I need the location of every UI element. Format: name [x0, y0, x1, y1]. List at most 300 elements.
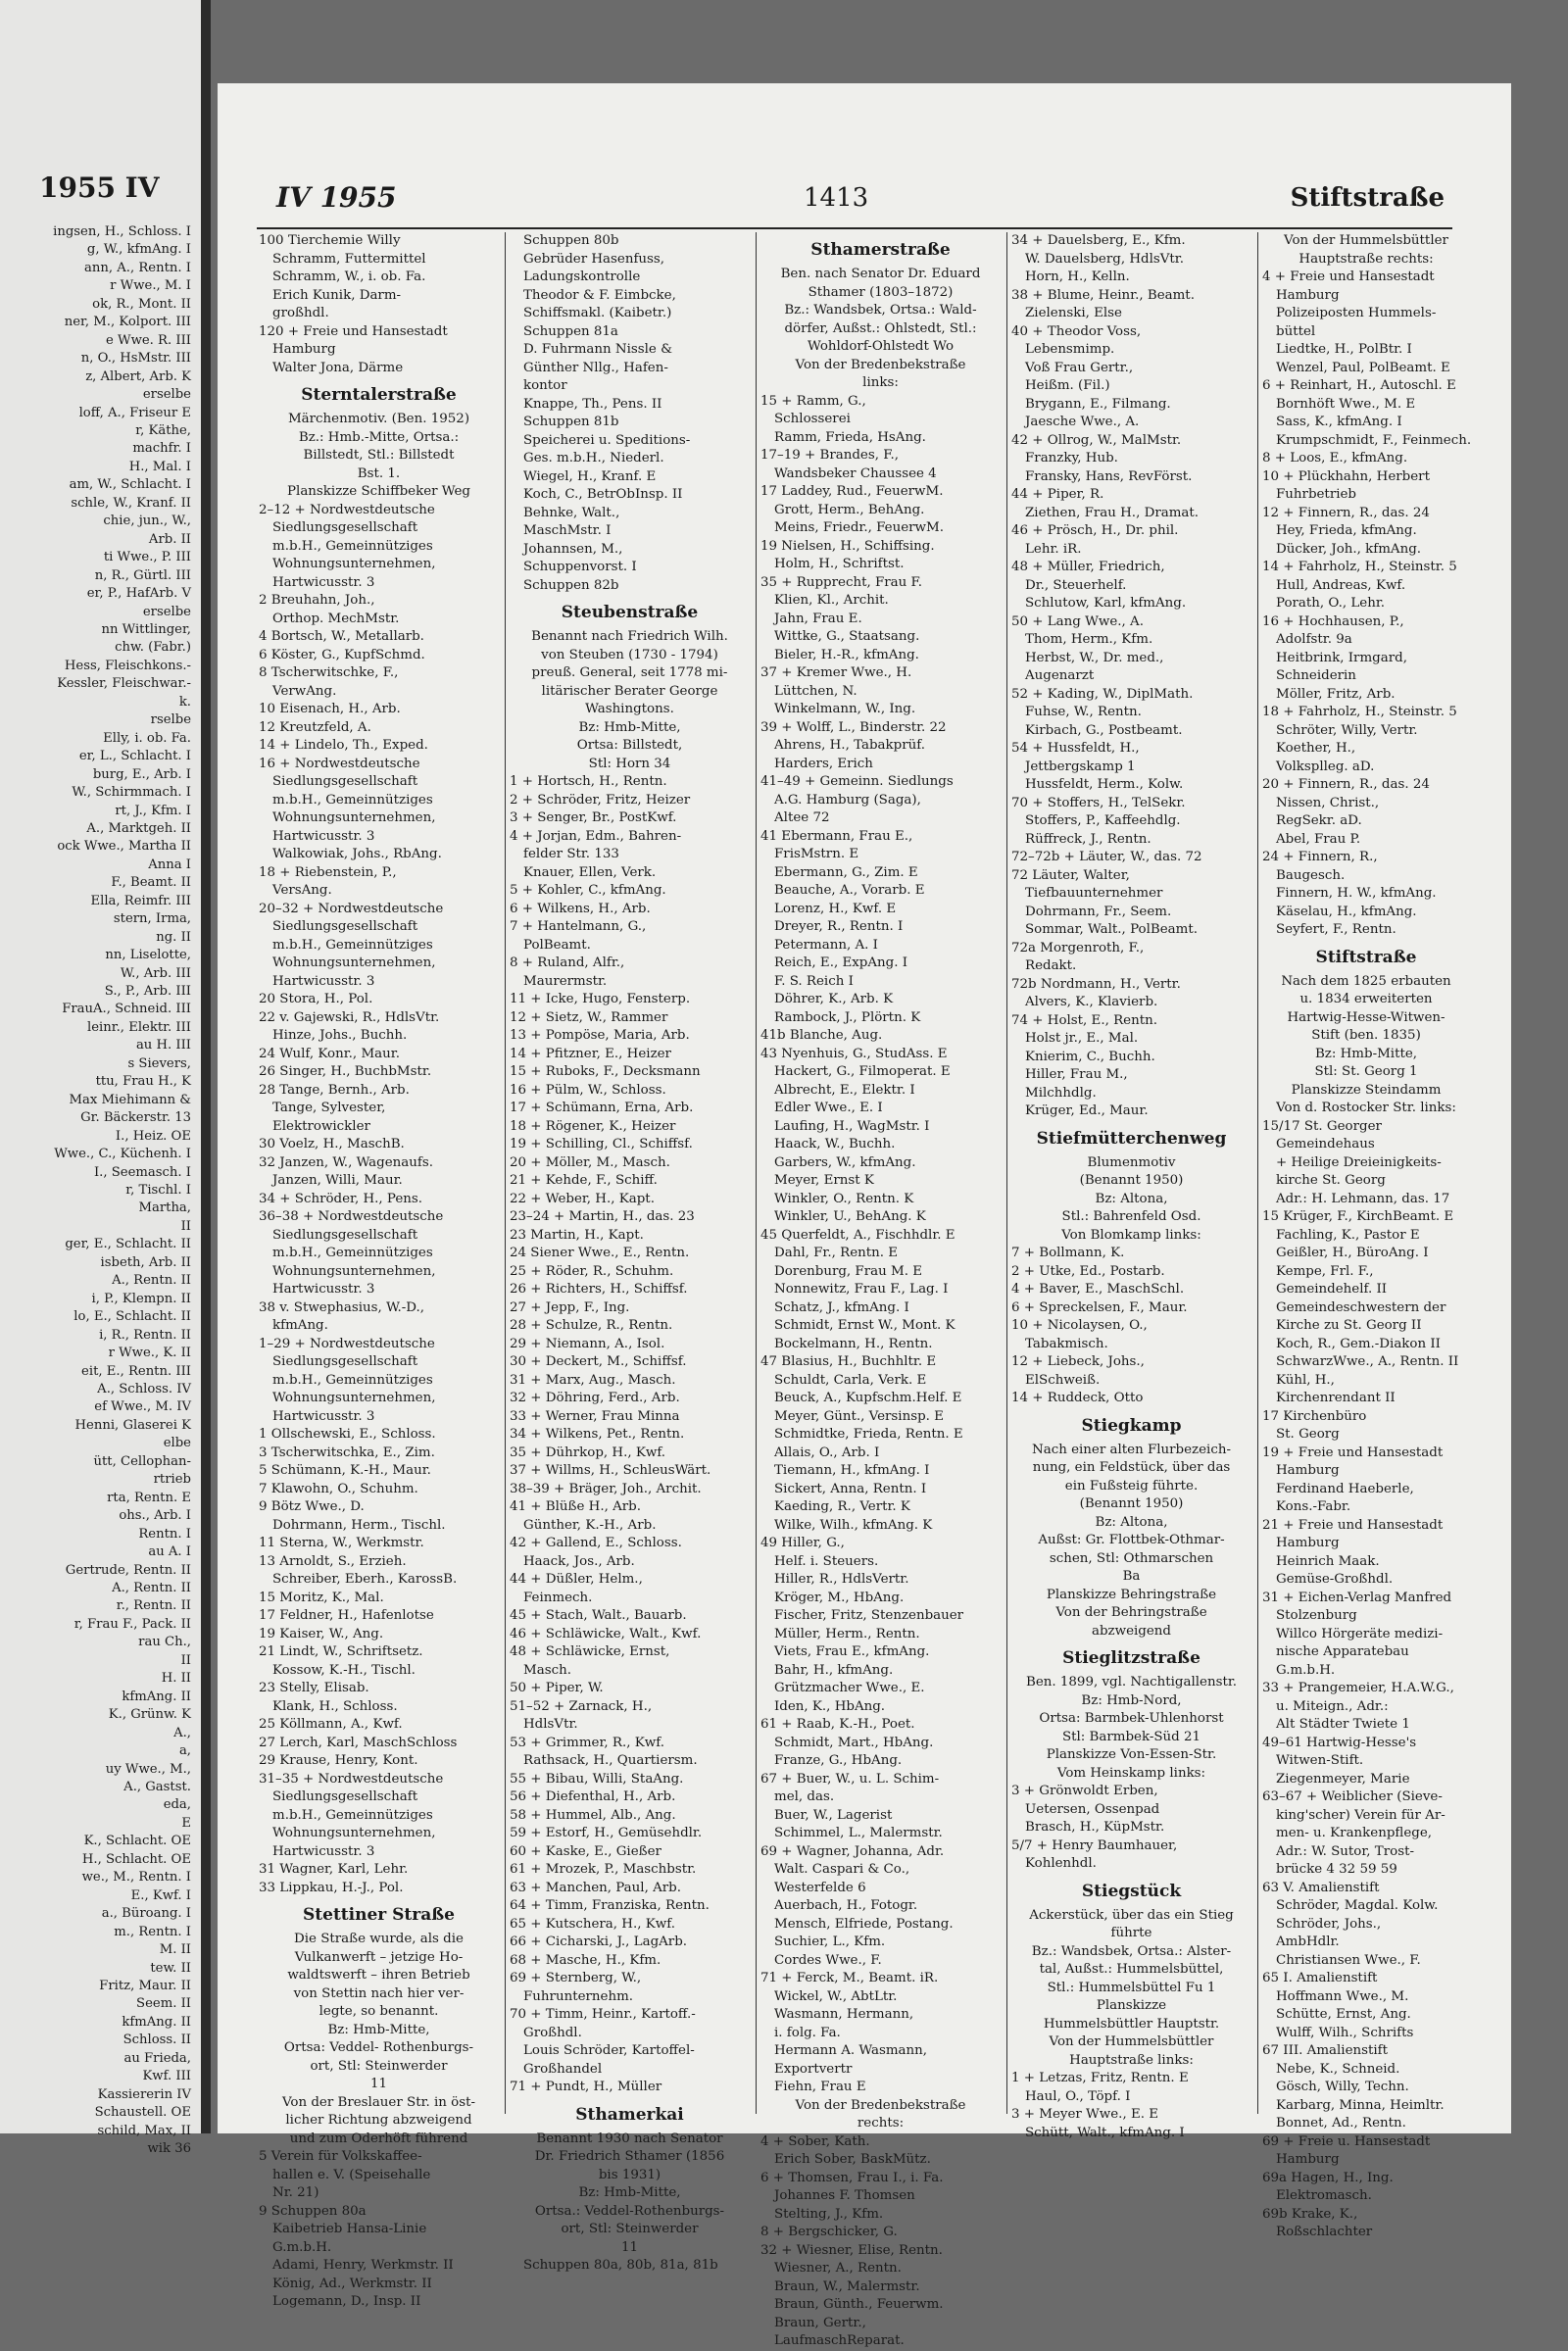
directory-entry: Nr. 21): [272, 2185, 319, 2200]
left-page-line: schle, W., Kranf. II: [71, 495, 191, 511]
left-page-line: Anna I: [148, 857, 191, 872]
directory-entry: 41 Ebermann, Frau E.,: [760, 828, 913, 844]
directory-entry: 20 + Finnern, R., das. 24: [1262, 777, 1430, 792]
directory-entry: ElSchweiß.: [1025, 1372, 1101, 1388]
left-page-line: kfmAng. II: [122, 1689, 191, 1704]
left-page-line: elbe: [163, 1436, 191, 1451]
directory-entry: 63 + Manchen, Paul, Arb.: [510, 1880, 681, 1895]
directory-entry: Suchier, L., Kfm.: [774, 1935, 886, 1949]
directory-entry: 51–52 + Zarnack, H.,: [510, 1698, 653, 1714]
street-description: schen, Stl: Othmarschen: [1049, 1550, 1214, 1566]
left-page-line: Seem. II: [136, 1996, 191, 2012]
street-description: Hartwig-Hesse-Witwen-: [1287, 1009, 1446, 1025]
directory-entry: Siedlungsgesellschaft: [272, 919, 418, 934]
directory-entry: Tiemann, H., kfmAng. I: [774, 1463, 930, 1478]
directory-entry: Theodor & F. Eimbcke,: [523, 287, 676, 303]
directory-entry: Gemeindehaus: [1276, 1137, 1375, 1151]
directory-entry: Hamburg: [1276, 2152, 1340, 2167]
left-page-line: we., M., Rentn. I: [81, 1870, 191, 1886]
directory-entry: Schütte, Ernst, Ang.: [1276, 2007, 1411, 2022]
directory-entry: Grützmacher Wwe., E.: [774, 1681, 925, 1695]
directory-entry: Garbers, W., kfmAng.: [774, 1154, 916, 1170]
directory-entry: Wohnungsunternehmen,: [272, 1263, 436, 1279]
street-description: Die Straße wurde, als die: [294, 1932, 464, 1946]
directory-entry: 38 v. Stwephasius, W.-D.,: [259, 1299, 425, 1315]
book-spine-shadow: [201, 0, 211, 2133]
left-running-head: 1955 IV: [39, 171, 160, 204]
directory-entry: Augenarzt: [1025, 668, 1095, 683]
street-description: Hauptstraße rechts:: [1298, 251, 1434, 267]
directory-entry: 72b Nordmann, H., Vertr.: [1011, 976, 1181, 992]
street-description: links:: [862, 375, 899, 390]
left-page-line: ti Wwe., P. III: [103, 550, 191, 565]
directory-entry: Ges. m.b.H., Niederl.: [523, 451, 664, 465]
street-description: 11: [369, 2077, 388, 2091]
directory-entry: Siedlungsgesellschaft: [272, 1354, 418, 1369]
street-heading: Sterntalerstraße: [301, 385, 457, 405]
directory-entry: Thom, Herm., Kfm.: [1025, 632, 1153, 647]
directory-entry: Volksplleg. aD.: [1276, 759, 1375, 774]
directory-entry: 54 + Hussfeldt, H.,: [1011, 741, 1140, 756]
directory-entry: Logemann, D., Insp. II: [272, 2294, 421, 2309]
directory-entry: Wandsbeker Chaussee 4: [774, 465, 937, 481]
street-description: bis 1931): [598, 2167, 662, 2182]
directory-entry: 2 + Utke, Ed., Postarb.: [1011, 1263, 1165, 1279]
directory-entry: Hermann A. Wasmann,: [774, 2043, 928, 2058]
directory-entry: 61 + Raab, K.-H., Poet.: [760, 1717, 915, 1732]
street-description: Von der Bredenbekstraße: [795, 357, 966, 372]
directory-entry: 29 Krause, Henry, Kont.: [259, 1753, 418, 1768]
directory-entry: Koch, C., BetrObInsp. II: [523, 487, 683, 502]
directory-entry: Möller, Fritz, Arb.: [1276, 686, 1396, 702]
directory-entry: Hiller, Frau M.,: [1025, 1067, 1128, 1082]
directory-entry: Knierim, C., Buchh.: [1025, 1049, 1155, 1064]
directory-entry: Dohrmann, Herm., Tischl.: [272, 1517, 446, 1533]
directory-entry: 28 + Schulze, R., Rentn.: [510, 1318, 673, 1333]
directory-entry: Uetersen, Ossenpad: [1025, 1801, 1160, 1817]
left-page-line: A., Marktgeh. II: [86, 820, 191, 836]
directory-entry: Mensch, Elfriede, Postang.: [774, 1916, 954, 1932]
directory-entry: Hoffmann Wwe., M.: [1276, 1988, 1409, 2004]
directory-entry: 100 Tierchemie Willy: [259, 233, 401, 248]
directory-entry: 7 + Hantelmann, G.,: [510, 919, 647, 934]
directory-entry: Braun, W., Malermstr.: [774, 2278, 920, 2294]
directory-entry: Finnern, H. W., kfmAng.: [1276, 886, 1437, 901]
left-page-line: E: [181, 1815, 191, 1831]
running-head-left: IV 1955: [276, 181, 397, 214]
street-description: Von Blomkamp links:: [1061, 1227, 1201, 1243]
directory-entry: 6 + Wilkens, H., Arb.: [510, 901, 651, 916]
street-description: Bz: Hmb-Mitte,: [578, 719, 681, 735]
directory-entry: Schramm, Futtermittel: [272, 251, 426, 267]
directory-entry: 1 + Letzas, Fritz, Rentn. E: [1011, 2071, 1189, 2085]
directory-entry: Schmidt, Ernst W., Mont. K: [774, 1318, 956, 1333]
directory-entry: brücke 4 32 59 59: [1276, 1862, 1397, 1877]
left-page-line: Kwf. III: [142, 2069, 191, 2084]
street-description: von Stettin nach hier ver-: [293, 1985, 465, 2001]
left-page-fragment: [0, 0, 211, 2157]
directory-entry: Fiehn, Frau E: [774, 2080, 866, 2094]
directory-entry: Auerbach, H., Fotogr.: [774, 1898, 918, 1913]
directory-entry: Stelting, J., Kfm.: [774, 2206, 884, 2222]
left-page-line: ütt, Cellophan-: [93, 1453, 191, 1469]
left-page-line: erselbe: [142, 604, 191, 619]
left-page-line: isbeth, Arb. II: [100, 1254, 191, 1270]
left-page-line: A.,: [173, 1725, 191, 1740]
directory-entry: Elektrowickler: [272, 1118, 370, 1134]
directory-entry: Schuppen 80a, 80b, 81a, 81b: [523, 2258, 718, 2273]
directory-entry: Krumpschmidt, F., Feinmech.: [1276, 432, 1472, 448]
left-page-line: nn Wittlinger,: [101, 621, 191, 637]
directory-entry: Kirchenrendant II: [1276, 1391, 1396, 1405]
left-page-line: chw. (Fabr.): [115, 640, 191, 656]
directory-entry: 56 + Diefenthal, H., Arb.: [510, 1789, 676, 1804]
street-heading: Steubenstraße: [561, 603, 699, 622]
directory-entry: 35 + Rupprecht, Frau F.: [760, 574, 922, 590]
directory-entry: 9 Schuppen 80a: [259, 2203, 367, 2219]
directory-entry: 50 + Piper, W.: [510, 1681, 604, 1695]
directory-entry: Kaibetrieb Hansa-Linie: [272, 2222, 427, 2236]
street-description: Außst: Gr. Flottbek-Othmar-: [1038, 1533, 1225, 1547]
directory-entry: Siedlungsgesellschaft: [272, 520, 418, 535]
street-heading: Sthamerkai: [575, 2104, 684, 2125]
street-description: Ben. nach Senator Dr. Eduard: [780, 267, 981, 281]
left-page-line: rselbe: [150, 712, 191, 728]
directory-entry: Baugesch.: [1276, 867, 1346, 883]
left-page-line: au A. I: [148, 1544, 191, 1560]
left-page-line: A., Rentn. II: [112, 1580, 191, 1595]
left-page-line: H., Mal. I: [128, 459, 191, 474]
left-page-line: ger, E., Schlacht. II: [65, 1237, 191, 1252]
directory-entry: Adr.: H. Lehmann, das. 17: [1276, 1191, 1450, 1206]
directory-entry: Maurermstr.: [523, 973, 608, 989]
directory-entry: Sass, K., kfmAng. I: [1276, 415, 1402, 429]
directory-entry: Speicherei u. Speditions-: [523, 432, 691, 448]
directory-entry: 69 + Wagner, Johanna, Adr.: [760, 1843, 945, 1859]
directory-entry: 63–67 + Weiblicher (Sieve-: [1262, 1789, 1443, 1804]
directory-entry: 59 + Estorf, H., Gemüsehdlr.: [510, 1826, 703, 1840]
directory-entry: Redakt.: [1025, 958, 1077, 973]
directory-entry: Schlosserei: [774, 412, 851, 426]
directory-entry: AmbHdlr.: [1276, 1935, 1340, 1949]
street-description: Planskizze Schiffbeker Weg: [287, 484, 470, 499]
directory-entry: Elektromasch.: [1276, 2188, 1372, 2203]
directory-entry: Wulff, Wilh., Schrifts: [1276, 2025, 1414, 2040]
left-page-line: Arb. II: [148, 531, 191, 547]
directory-entry: 16 + Nordwestdeutsche: [259, 756, 420, 771]
left-page-line: E., Kwf. I: [130, 1887, 191, 1903]
left-page-line: K., Grünw. K: [108, 1707, 191, 1723]
street-description: ein Fußsteig führte.: [1064, 1478, 1199, 1494]
directory-entry: Viets, Frau E., kfmAng.: [774, 1644, 930, 1659]
directory-entry: Reich, E., ExpAng. I: [774, 955, 908, 970]
directory-entry: Hartwicusstr. 3: [272, 574, 375, 590]
directory-entry: 6 + Reinhart, H., Autoschl. E: [1262, 378, 1456, 393]
directory-entry: Ferdinand Haeberle,: [1276, 1481, 1414, 1496]
directory-entry: 67 + Buer, W., u. L. Schim-: [760, 1771, 940, 1787]
directory-entry: Laufing, H., WagMstr. I: [774, 1118, 930, 1134]
directory-entry: 66 + Cicharski, J., LagArb.: [510, 1935, 688, 1949]
left-page-line: lo, E., Schlacht. II: [74, 1309, 191, 1325]
column-4: [1011, 232, 1251, 2140]
street-description: u. 1834 erweiterten: [1299, 992, 1433, 1006]
left-page-line: I., Heiz. OE: [115, 1128, 191, 1144]
street-description: waldtswerft – ihren Betrieb: [287, 1968, 470, 1983]
directory-entry: Tange, Sylvester,: [272, 1101, 386, 1115]
directory-entry: Brasch, H., KüpMstr.: [1025, 1820, 1165, 1835]
street-description: Wohldorf-Ohlstedt Wo: [807, 339, 955, 354]
left-page-line: tew. II: [150, 1960, 191, 1976]
left-page-line: S., P., Arb. III: [104, 984, 191, 1000]
left-page-line: r., Rentn. II: [116, 1598, 191, 1614]
directory-entry: Dr., Steuerhelf.: [1025, 577, 1127, 593]
directory-entry: Wickel, W., AbtLtr.: [774, 1988, 898, 2004]
left-page-line: Kessler, Fleischwar.-: [57, 676, 191, 692]
directory-entry: Wittke, G., Staatsang.: [774, 629, 920, 644]
directory-entry: Heißm. (Fil.): [1025, 378, 1110, 393]
left-page-line: er, L., Schlacht. I: [78, 749, 191, 764]
street-description: Bz: Altona,: [1095, 1191, 1168, 1206]
directory-entry: m.b.H., Gemeinnütziges: [272, 1807, 433, 1823]
directory-entry: 55 + Bibau, Willi, StaAng.: [510, 1771, 684, 1787]
directory-entry: Schuppen 80b: [523, 233, 619, 248]
directory-entry: 68 + Masche, H., Kfm.: [510, 1952, 662, 1968]
directory-entry: 41 + Blüße H., Arb.: [510, 1499, 641, 1514]
directory-entry: Döhrer, K., Arb. K: [774, 992, 894, 1006]
directory-entry: Schiffsmakl. (Kaibetr.): [523, 306, 672, 320]
directory-entry: 12 + Liebeck, Johs.,: [1011, 1354, 1145, 1369]
directory-entry: 34 + Wilkens, Pet., Rentn.: [510, 1427, 685, 1442]
column-5: [1262, 232, 1472, 2239]
street-heading: Stettiner Straße: [303, 1905, 455, 1925]
left-page-line: a., Büroang. I: [101, 1906, 191, 1922]
directory-entry: king'scher) Verein für Ar-: [1276, 1807, 1446, 1823]
street-description: (Benannt 1950): [1079, 1173, 1184, 1188]
directory-entry: Wiesner, A., Rentn.: [774, 2261, 902, 2276]
directory-entry: 32 + Wiesner, Elise, Rentn.: [760, 2242, 943, 2258]
directory-entry: Schmidt, Mart., HbAng.: [774, 1735, 934, 1750]
directory-entry: König, Ad., Werkmstr. II: [272, 2276, 432, 2291]
directory-entry: Wohnungsunternehmen,: [272, 1826, 436, 1840]
street-description: Stl: Barmbek-Süd 21: [1061, 1729, 1201, 1744]
directory-entry: 34 + Dauelsberg, E., Kfm.: [1011, 233, 1186, 248]
directory-entry: 71 + Pundt, H., Müller: [510, 2080, 662, 2094]
directory-entry: 5/7 + Henry Baumhauer,: [1011, 1837, 1178, 1853]
directory-entry: 33 + Prangemeier, H.A.W.G.,: [1262, 1681, 1454, 1695]
directory-entry: 4 + Freie und Hansestadt: [1262, 269, 1435, 284]
directory-entry: m.b.H., Gemeinnütziges: [272, 538, 433, 554]
directory-entry: Schneiderin: [1276, 668, 1356, 683]
left-page-line: r Wwe., M. I: [110, 278, 191, 294]
directory-entry: Schuldt, Carla, Verk. E: [774, 1372, 927, 1388]
directory-entry: Dreyer, R., Rentn. I: [774, 919, 904, 934]
street-description: Stl.: Bahrenfeld Osd.: [1061, 1209, 1201, 1224]
directory-entry: Knappe, Th., Pens. II: [523, 396, 662, 412]
left-page-line: z, Albert, Arb. K: [85, 368, 191, 384]
directory-entry: Erich Kunik, Darm-: [272, 287, 402, 303]
directory-entry: 16 + Hochhausen, P.,: [1262, 613, 1404, 629]
directory-entry: Petermann, A. I: [774, 937, 878, 953]
left-page-line: Fritz, Maur. II: [99, 1978, 191, 1993]
directory-entry: Gemeindeschwestern der: [1276, 1299, 1446, 1315]
directory-entry: Großhandel: [523, 2061, 603, 2077]
directory-entry: Schuppen 81a: [523, 323, 618, 339]
street-description: 11: [620, 2239, 639, 2255]
directory-entry: Voß Frau Gertr.,: [1025, 360, 1134, 375]
directory-entry: Willco Hörgeräte medizi-: [1276, 1626, 1444, 1641]
directory-entry: 26 + Richters, H., Schiffsf.: [510, 1282, 688, 1297]
directory-entry: Jettbergskamp 1: [1025, 759, 1136, 774]
left-page-line: Schloss. II: [122, 2033, 191, 2048]
directory-entry: Nebe, K., Schneid.: [1276, 2061, 1400, 2077]
directory-entry: Haul, O., Töpf. I: [1025, 2088, 1131, 2104]
directory-entry: Tiefbauunternehmer: [1025, 886, 1163, 901]
directory-entry: Orthop. MechMstr.: [272, 611, 400, 626]
directory-entry: Feinmech.: [523, 1590, 593, 1605]
directory-entry: 18 + Fahrholz, H., Steinstr. 5: [1262, 705, 1457, 719]
left-page-line: Rentn. I: [138, 1526, 191, 1542]
directory-entry: 6 + Spreckelsen, F., Maur.: [1011, 1299, 1188, 1315]
directory-entry: 15 Moritz, K., Mal.: [259, 1590, 384, 1605]
directory-entry: W. Dauelsberg, HdlsVtr.: [1025, 251, 1184, 267]
directory-entry: Janzen, Willi, Maur.: [272, 1173, 403, 1188]
directory-entry: kirche St. Georg: [1276, 1173, 1386, 1188]
directory-entry: Exportvertr: [774, 2061, 853, 2077]
left-page-line: ef Wwe., M. IV: [94, 1399, 191, 1415]
directory-entry: 38–39 + Bräger, Joh., Archit.: [510, 1481, 702, 1496]
directory-entry: SchwarzWwe., A., Rentn. II: [1276, 1354, 1459, 1369]
header-rule: [257, 227, 1452, 229]
directory-entry: Fischer, Fritz, Stenzenbauer: [774, 1608, 964, 1623]
directory-entry: 44 + Düßler, Helm.,: [510, 1572, 643, 1587]
directory-entry: G.m.b.H.: [1276, 1662, 1336, 1678]
directory-entry: 14 + Fahrholz, H., Steinstr. 5: [1262, 560, 1457, 574]
directory-entry: großhdl.: [272, 306, 329, 320]
column-divider: [1006, 232, 1007, 2114]
left-page-line: m., Rentn. I: [114, 1924, 191, 1939]
left-page-line: rtrieb: [153, 1472, 191, 1488]
left-page-line: machfr. I: [132, 441, 191, 457]
directory-entry: Sickert, Anna, Rentn. I: [774, 1481, 927, 1496]
directory-entry: Ebermann, G., Zim. E: [774, 864, 918, 880]
directory-entry: Hamburg: [1276, 1463, 1340, 1478]
directory-entry: Lüttchen, N.: [774, 683, 858, 699]
street-description: rechts:: [857, 2116, 905, 2131]
street-description: Bz: Altona,: [1095, 1514, 1168, 1530]
directory-entry: Schuppenvorst. I: [523, 560, 637, 574]
directory-entry: 48 + Müller, Friedrich,: [1011, 560, 1165, 574]
directory-entry: 24 + Finnern, R.,: [1262, 850, 1378, 864]
directory-entry: Milchhdlg.: [1025, 1085, 1097, 1101]
left-page-line: A., Schloss. IV: [97, 1382, 191, 1396]
street-description: Bz: Hmb-Mitte,: [1314, 1046, 1418, 1061]
directory-entry: 13 Arnoldt, S., Erzieh.: [259, 1553, 407, 1569]
directory-entry: Fuhrunternehm.: [523, 1988, 634, 2004]
street-description: Washingtons.: [585, 702, 674, 716]
left-page-line: er, P., HafArb. V: [86, 586, 191, 602]
directory-entry: m.b.H., Gemeinnütziges: [272, 937, 433, 953]
directory-entry: Günther Nllg., Hafen-: [523, 360, 668, 375]
street-description: legte, so benannt.: [318, 2004, 439, 2019]
directory-entry: Klien, Kl., Archit.: [774, 593, 889, 608]
street-description: (Benannt 1950): [1079, 1496, 1184, 1511]
directory-entry: 12 + Sietz, W., Rammer: [510, 1009, 668, 1025]
directory-entry: 8 + Loos, E., kfmAng.: [1262, 451, 1408, 465]
directory-entry: Fransky, Hans, RevFörst.: [1025, 468, 1193, 484]
left-page-line: schild, Max, II: [97, 2123, 191, 2138]
directory-entry: 14 + Lindelo, Th., Exped.: [259, 738, 428, 753]
directory-entry: 30 Voelz, H., MaschB.: [259, 1137, 405, 1151]
running-head-street: Stiftstraße: [1290, 183, 1445, 213]
directory-entry: Abel, Frau P.: [1276, 831, 1361, 847]
directory-entry: Schreiber, Eberh., KarossB.: [272, 1572, 458, 1587]
directory-entry: 19 + Schilling, Cl., Schiffsf.: [510, 1137, 693, 1151]
left-page-line: n, R., Gürtl. III: [94, 567, 191, 583]
directory-entry: Knauer, Ellen, Verk.: [523, 864, 657, 880]
directory-entry: Kühl, H.,: [1276, 1372, 1335, 1388]
left-page-line: k.: [178, 694, 191, 710]
directory-entry: 33 + Werner, Frau Minna: [510, 1408, 680, 1424]
directory-entry: 27 + Jepp, F., Ing.: [510, 1299, 630, 1315]
directory-entry: 17 Laddey, Rud., FeuerwM.: [760, 484, 944, 499]
left-page-line: eda,: [163, 1797, 191, 1813]
directory-entry: 29 + Niemann, A., Isol.: [510, 1336, 665, 1351]
directory-entry: St. Georg: [1276, 1427, 1340, 1442]
directory-entry: 33 Lippkau, H.-J., Pol.: [259, 1880, 404, 1895]
directory-entry: 36–38 + Nordwestdeutsche: [259, 1209, 444, 1224]
directory-entry: 6 + Thomsen, Frau I., i. Fa.: [760, 2170, 944, 2185]
directory-entry: Bornhöft Wwe., M. E: [1276, 396, 1416, 412]
directory-entry: Fachling, K., Pastor E: [1276, 1227, 1420, 1243]
directory-entry: Wenzel, Paul, PolBeamt. E: [1276, 360, 1450, 375]
directory-entry: Schütt, Walt., kfmAng. I: [1025, 2125, 1185, 2140]
directory-entry: Sommar, Walt., PolBeamt.: [1025, 922, 1198, 937]
directory-entry: 23 Stelly, Elisab.: [259, 1681, 369, 1695]
street-description: Sthamer (1803–1872): [808, 284, 954, 300]
directory-entry: Alvers, K., Klavierb.: [1025, 995, 1158, 1009]
street-description: von Steuben (1730 - 1794): [541, 647, 718, 662]
directory-entry: Meyer, Ernst K: [774, 1173, 874, 1188]
directory-entry: felder Str. 133: [523, 847, 619, 861]
street-description: Planskizze Behringstraße: [1046, 1587, 1217, 1602]
street-description: tal, Außst.: Hummelsbüttel,: [1039, 1962, 1224, 1977]
street-description: Planskizze Steindamm: [1291, 1082, 1442, 1098]
directory-entry: 20–32 + Nordwestdeutsche: [259, 901, 444, 916]
directory-entry: Franze, G., HbAng.: [774, 1753, 903, 1768]
directory-entry: Hey, Frieda, kfmAng.: [1276, 523, 1417, 538]
directory-entry: Nissen, Christ.,: [1276, 795, 1380, 810]
directory-entry: Lorenz, H., Kwf. E: [774, 901, 897, 916]
directory-entry: 8 Tscherwitschke, F.,: [259, 665, 399, 680]
street-description: Ortsa: Veddel- Rothenburgs-: [283, 2040, 474, 2055]
directory-entry: Stolzenburg: [1276, 1608, 1357, 1623]
directory-entry: 2 Breuhahn, Joh.,: [259, 593, 375, 608]
street-description: Bz.: Wandsbek, Ortsa.: Wald-: [784, 303, 977, 318]
directory-entry: Koether, H.,: [1276, 741, 1356, 756]
left-page-line: ok, R., Mont. II: [92, 296, 191, 312]
directory-entry: Schramm, W., i. ob. Fa.: [272, 269, 426, 284]
directory-entry: Holm, H., Schriftst.: [774, 557, 905, 571]
directory-entry: Dohrmann, Fr., Seem.: [1025, 904, 1172, 919]
street-description: Benannt 1930 nach Senator: [536, 2131, 723, 2146]
street-description: Von der Bredenbekstraße: [795, 2097, 966, 2113]
directory-entry: Karbarg, Minna, Heimltr.: [1276, 2097, 1445, 2113]
directory-entry: 21 + Freie und Hansestadt: [1262, 1517, 1444, 1533]
directory-entry: Dorenburg, Frau M. E: [774, 1263, 922, 1279]
column-divider: [1257, 232, 1258, 2114]
left-page-line: nn, Liselotte,: [105, 948, 191, 963]
directory-entry: Kons.-Fabr.: [1276, 1499, 1351, 1514]
